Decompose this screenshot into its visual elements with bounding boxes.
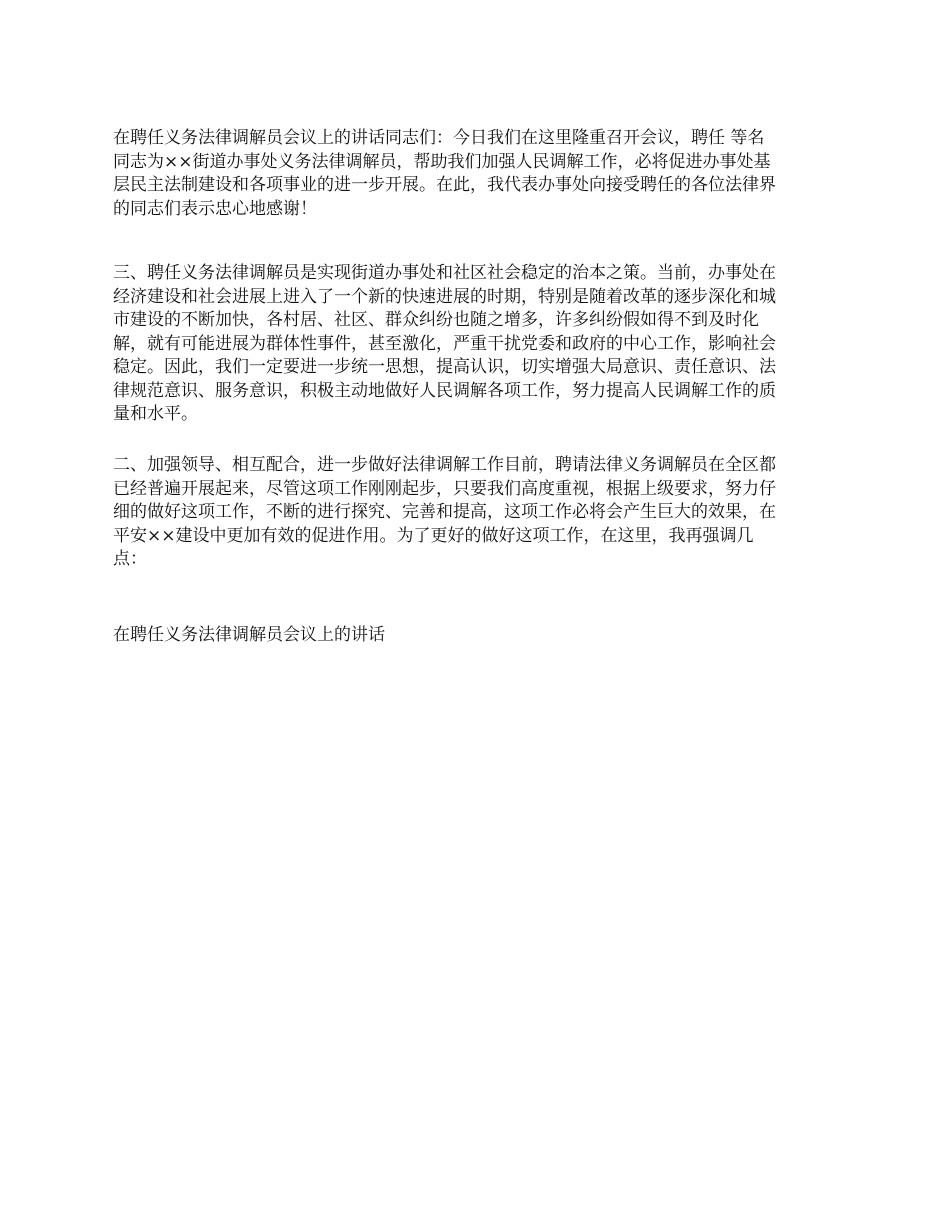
text-line: 量和水平。 — [113, 404, 198, 424]
text-line: 三、聘任义务法律调解员是实现街道办事处和社区社会稳定的治本之策。当前，办事处在 — [113, 263, 776, 283]
text-line: 在聘任义务法律调解员会议上的讲话同志们：今日我们在这里隆重召开会议，聘任 等名 — [113, 128, 765, 148]
text-line: 同志为××街道办事处义务法律调解员，帮助我们加强人民调解工作，必将促进办事处基 — [113, 151, 771, 172]
text-line: 二、加强领导、相互配合，进一步做好法律调解工作目前，聘请法律义务调解员在全区都 — [113, 455, 776, 475]
text-line: 律规范意识、服务意识，积极主动地做好人民调解各项工作，努力提高人民调解工作的质 — [113, 380, 776, 401]
paragraph-section-three — [113, 262, 841, 427]
text-line: 的同志们表示忠心地感谢！ — [113, 198, 317, 219]
text-line: 已经普遍开展起来，尽管这项工作刚刚起步，只要我们高度重视，根据上级要求，努力仔 — [113, 478, 776, 499]
paragraph-closing-title — [113, 624, 841, 648]
paragraph-section-two — [113, 454, 841, 572]
text-line: 解，就有可能进展为群体性事件，甚至激化，严重干扰党委和政府的中心工作，影响社会 — [113, 333, 776, 354]
text-line: 市建设的不断加快，各村居、社区、群众纠纷也随之增多，许多纠纷假如得不到及时化 — [113, 310, 759, 330]
text-line: 点： — [113, 549, 147, 569]
text-line: 平安××建设中更加有效的促进作用。为了更好的做好这项工作，在这里，我再强调几 — [113, 525, 754, 546]
text-line: 细的做好这项工作，不断的进行探究、完善和提高，这项工作必将会产生巨大的效果，在 — [113, 502, 776, 522]
text-line: 经济建设和社会进展上进入了一个新的快速进展的时期，特别是随着改革的逐步深化和城 — [113, 286, 776, 307]
text-line: 稳定。因此，我们一定要进一步统一思想，提高认识，切实增强大局意识、责任意识、法 — [113, 357, 776, 377]
text-line: 层民主法制建设和各项事业的进一步开展。在此，我代表办事处向接受聘任的各位法律界 — [113, 175, 776, 195]
text-line: 在聘任义务法律调解员会议上的讲话 — [113, 625, 385, 645]
paragraph-opening — [113, 127, 841, 221]
